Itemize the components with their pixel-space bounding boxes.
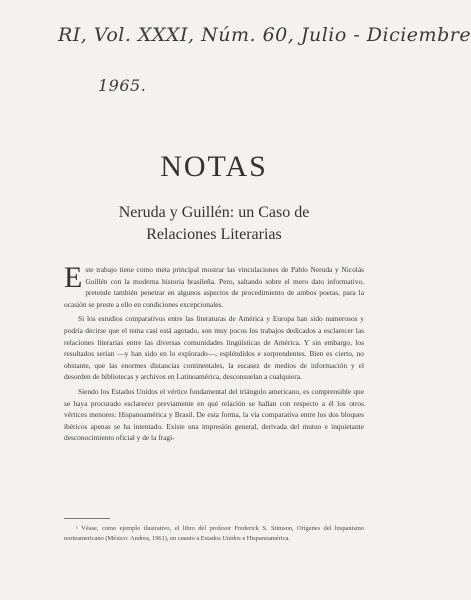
article-title-line-1: Neruda y Guillén: un Caso de [118,204,310,221]
section-title: NOTAS [160,150,268,183]
article-body [64,261,364,444]
footnote [64,524,364,543]
handwritten-citation: RI, Vol. XXXI, Núm. 60, Julio - Diciembre [58,24,471,46]
paragraph-3: Siendo los Estados Unidos el vértice fundamental del triángulo americano, es comprensible que se haya procurado esclarecer previamente en qué relación se hallan con respecto a él los otros vértices menores: Hispanoamérica y Brasil. De esta forma, la vía comparativa entre los dos bloques ibéricos apenas se ha intentado. Existe una impresión general, derivada del mutuo e inquietante desconocimiento oficial y de la fragi- [64,386,364,443]
article-title-line-2: Relaciones Literarias [146,226,282,243]
drop-cap: E [64,261,83,294]
footnote-text: ¹ Véase, como ejemplo ilustrativo, el libro del profesor Frederick S. Stimson, Orígenes del hispanismo norteamericano (México: Andrea, 1961), en cuanto a Estados Unidos e Hispanoamérica. [64,525,364,542]
paragraph-1 [64,261,364,310]
handwritten-year: 1965. [98,76,147,95]
paragraph-2: Si los estudios comparativos entre las literaturas de América y Europa han sido numerosos y podría decirse que el tema casi está agotado, son muy pocos los trabajos dedicados a esclarecer las relaciones literarias entre las diversas comunidades lingüísticas de América. Y sin embargo, los resultados serían —y han sido en lo explorado—, espléndidos e sorprendentes. Bien es cierto, no obstante, que las enormes distancias continentales, la escasez de medios de información y el desorden de bibliotecas y archivos en Latinoamérica, desconsuelan a cualquiera. [64,314,364,382]
footnote-divider [64,518,110,519]
paragraph-1-text: ste trabajo tiene como meta principal mostrar las vinculaciones de Pablo Neruda y Nicolás Guillén con la moderna historia brasileña. Pero, saltando sobre el mero dato informativo, pretende también penetrar en algunos aspectos de procedimiento de ambos poetas, para la ocasión se preste a ello en condiciones excepcionales. [64,265,364,309]
